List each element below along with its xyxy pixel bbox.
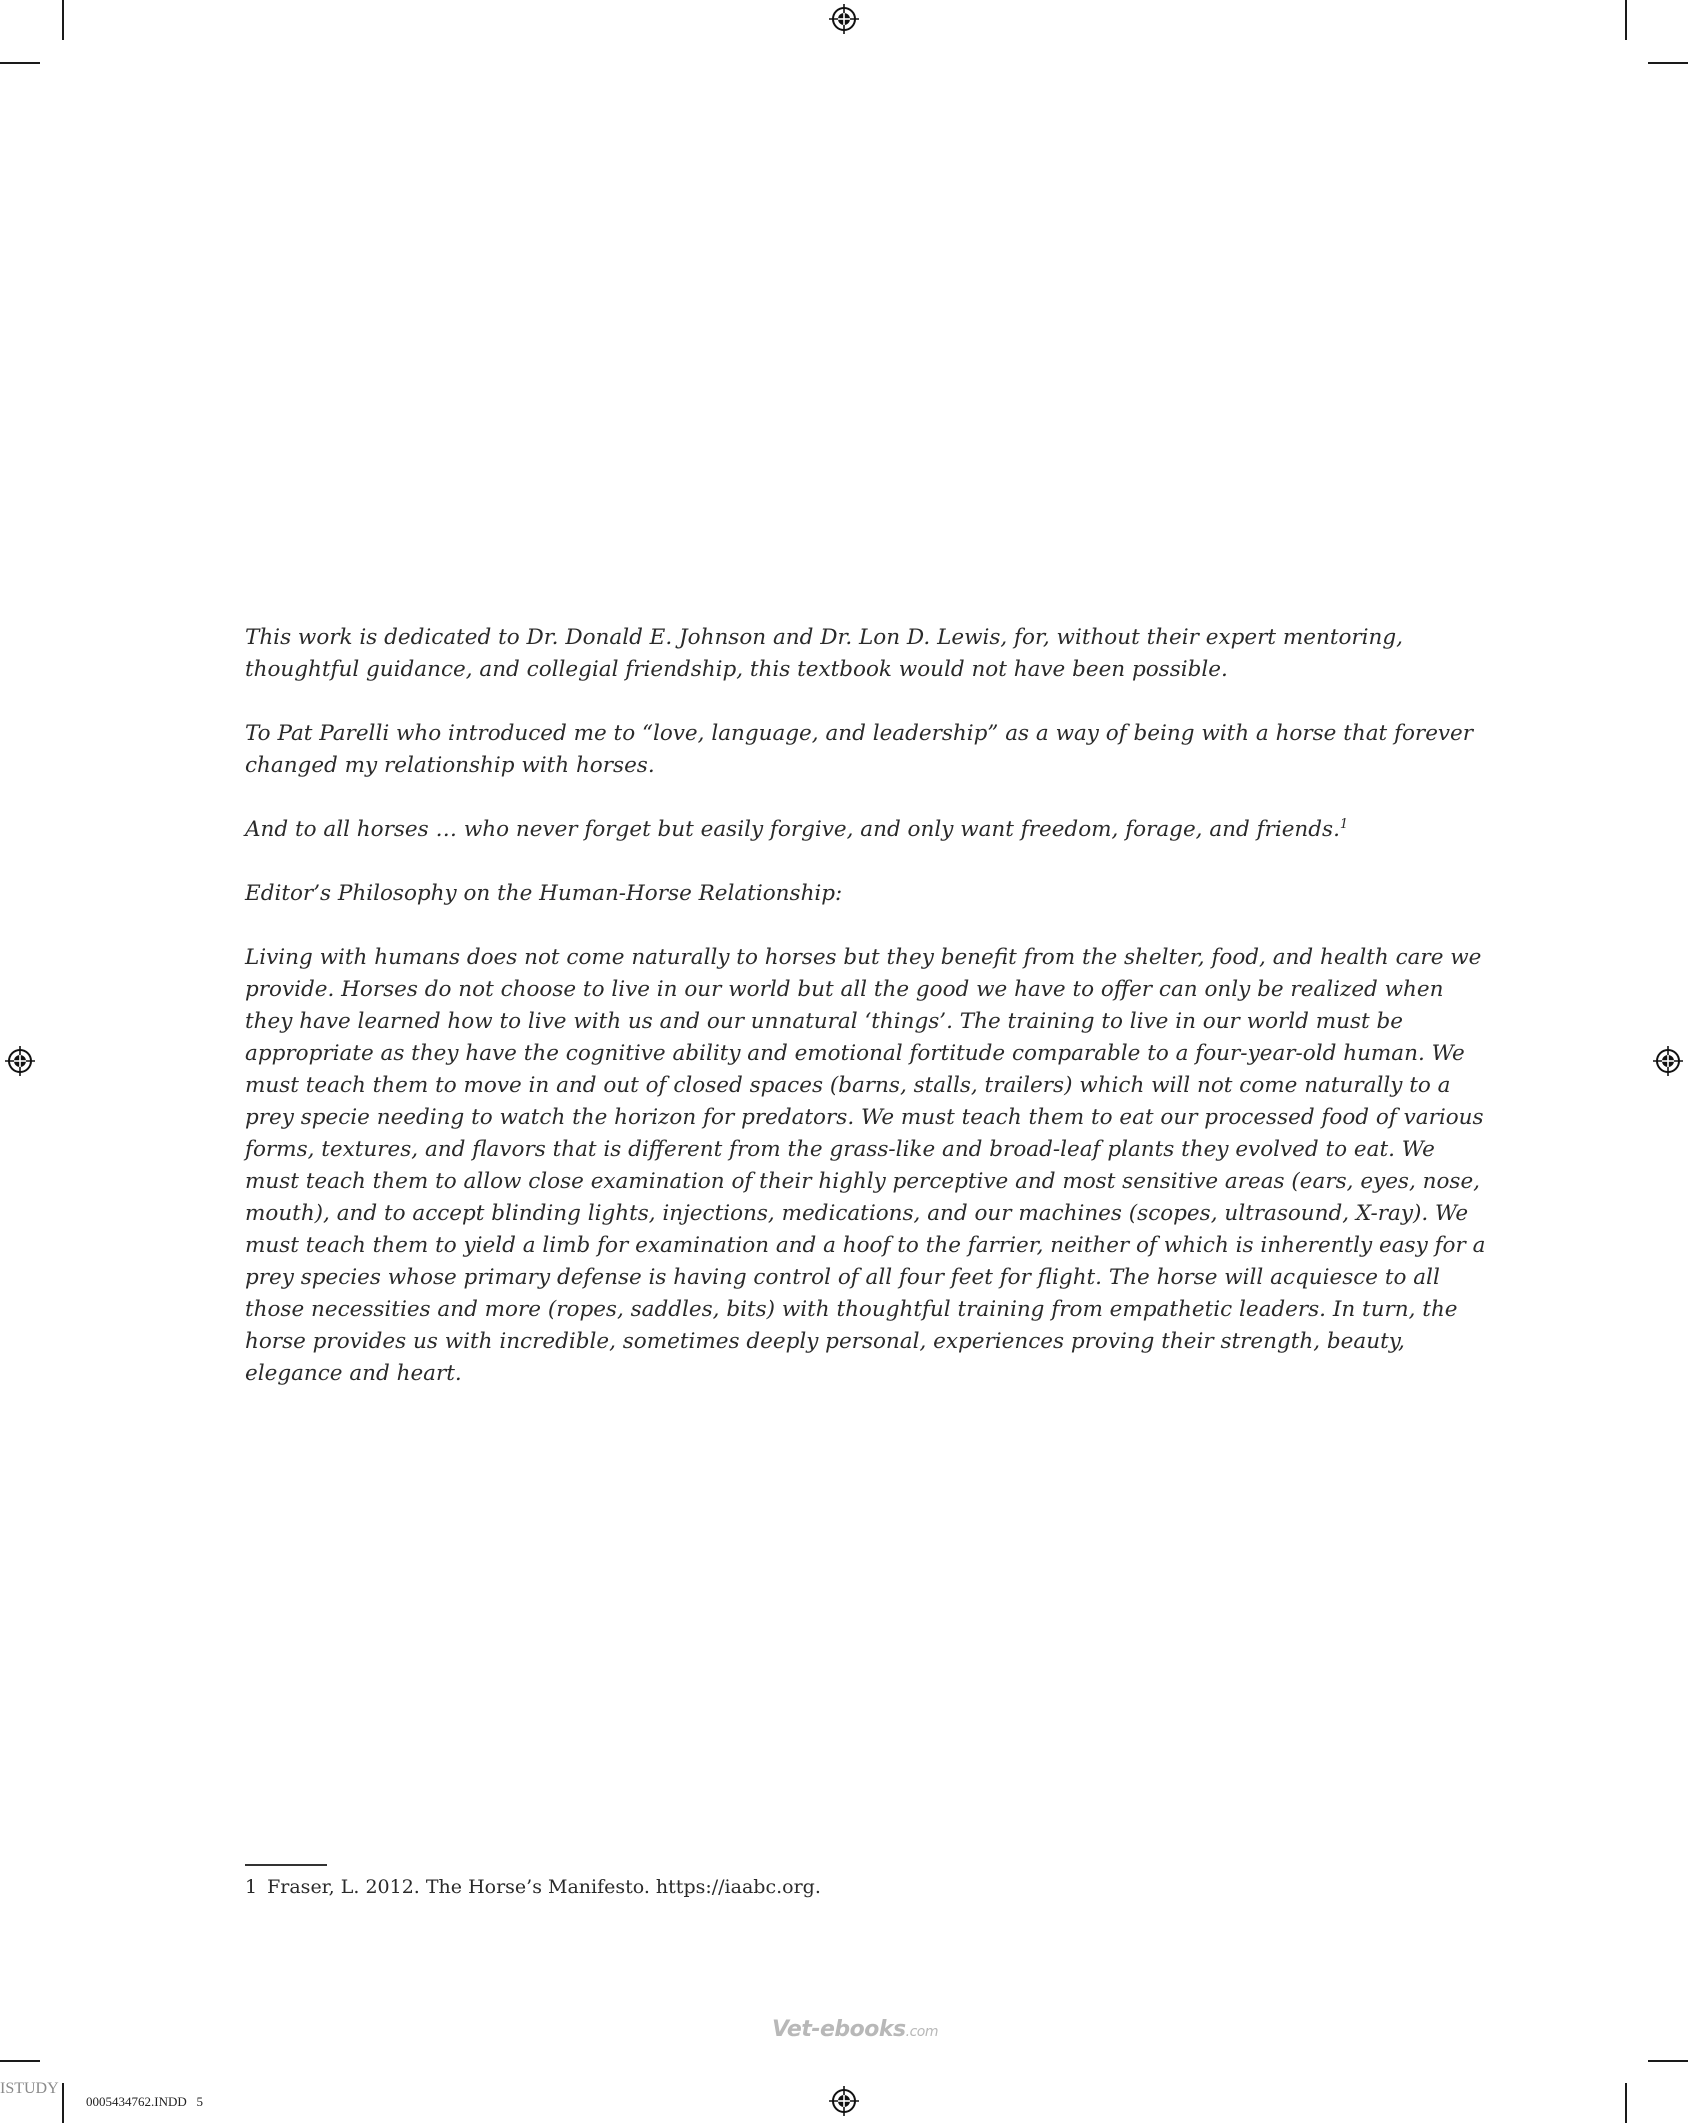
philosophy-heading-text: Editor’s Philosophy on the Human-Horse Relationship: [245,881,843,906]
registration-mark-icon [829,4,859,34]
philosophy-heading [245,878,1495,910]
footnote-separator [245,1864,327,1866]
dedication-text: And to all horses … who never forget but easily forgive, and only want freedom, forage, and friends. [245,817,1340,842]
crop-mark-bottom-right-vertical [1625,2083,1627,2123]
dedication-paragraph [245,622,1495,686]
side-stamp: ISTUDY [0,2080,59,2097]
crop-mark-top-left-horizontal [0,62,40,64]
crop-mark-top-left-vertical [62,0,64,40]
dedication-paragraph [245,718,1495,782]
philosophy-paragraph [245,942,1495,1390]
slug-page: 5 [196,2094,203,2109]
footnote-reference[interactable]: 1 [1339,816,1349,832]
crop-mark-top-right-horizontal [1648,62,1688,64]
dedication-text: To Pat Parelli who introduced me to “love, language, and leadership” as a way of being with a horse that forever changed my relationship with horses. [245,721,1474,778]
footnote-text: Fraser, L. 2012. The Horse’s Manifesto. https://iaabc.org. [267,1876,821,1898]
crop-mark-bottom-right-horizontal [1648,2060,1688,2062]
watermark-suffix: .com [905,2024,938,2040]
crop-mark-bottom-left-vertical [62,2083,64,2123]
watermark-main: Vet-ebooks [772,2017,906,2042]
philosophy-text: Living with humans does not come naturally to horses but they benefit from the shelter, food, and health care we provide. Horses do not choose to live in our world but all the good we have to offer can only be realized when they have learned how to live with us and our unnatural ‘things’. The training to live in our world must be appropriate as they have the cognitive ability and emotional fortitude comparable to a four-year-old human. We must teach them to move in and out of closed spaces (barns, stalls, trailers) which will not come naturally to a prey specie needing to watch the horizon for predators. We must teach them to eat our processed food of various forms, textures, and flavors that is different from the grass-like and broad-leaf plants they evolved to eat. We must teach them to allow close examination of their highly perceptive and most sensitive areas (ears, eyes, nose, mouth), and to accept blinding lights, injections, medications, and our machines (scopes, ultrasound, X-ray). We must teach them to yield a limb for examination and a hoof to the farrier, neither of which is inherently easy for a prey species whose primary defense is having control of all four feet for flight. The horse will acquiesce to all those necessities and more (ropes, saddles, bits) with thoughtful training from empathetic leaders. In turn, the horse provides us with incredible, sometimes deeply personal, experiences proving their strength, beauty, elegance and heart. [245,945,1486,1386]
dedication-block [245,622,1495,1422]
crop-mark-top-right-vertical [1625,0,1627,40]
registration-mark-icon [1653,1046,1683,1076]
registration-mark-icon [5,1046,35,1076]
slug-line [86,2094,203,2110]
slug-file: 0005434762.INDD [86,2094,187,2109]
registration-mark-icon [829,2086,859,2116]
footnote [245,1873,821,1901]
watermark-logo [772,2017,938,2042]
footnote-number: 1 [245,1876,258,1898]
dedication-paragraph [245,814,1495,846]
dedication-text: This work is dedicated to Dr. Donald E. Johnson and Dr. Lon D. Lewis, for, without their expert mentoring, thoughtful guidance, and collegial friendship, this textbook would not have been possible. [245,625,1403,682]
crop-mark-bottom-left-horizontal [0,2060,40,2062]
